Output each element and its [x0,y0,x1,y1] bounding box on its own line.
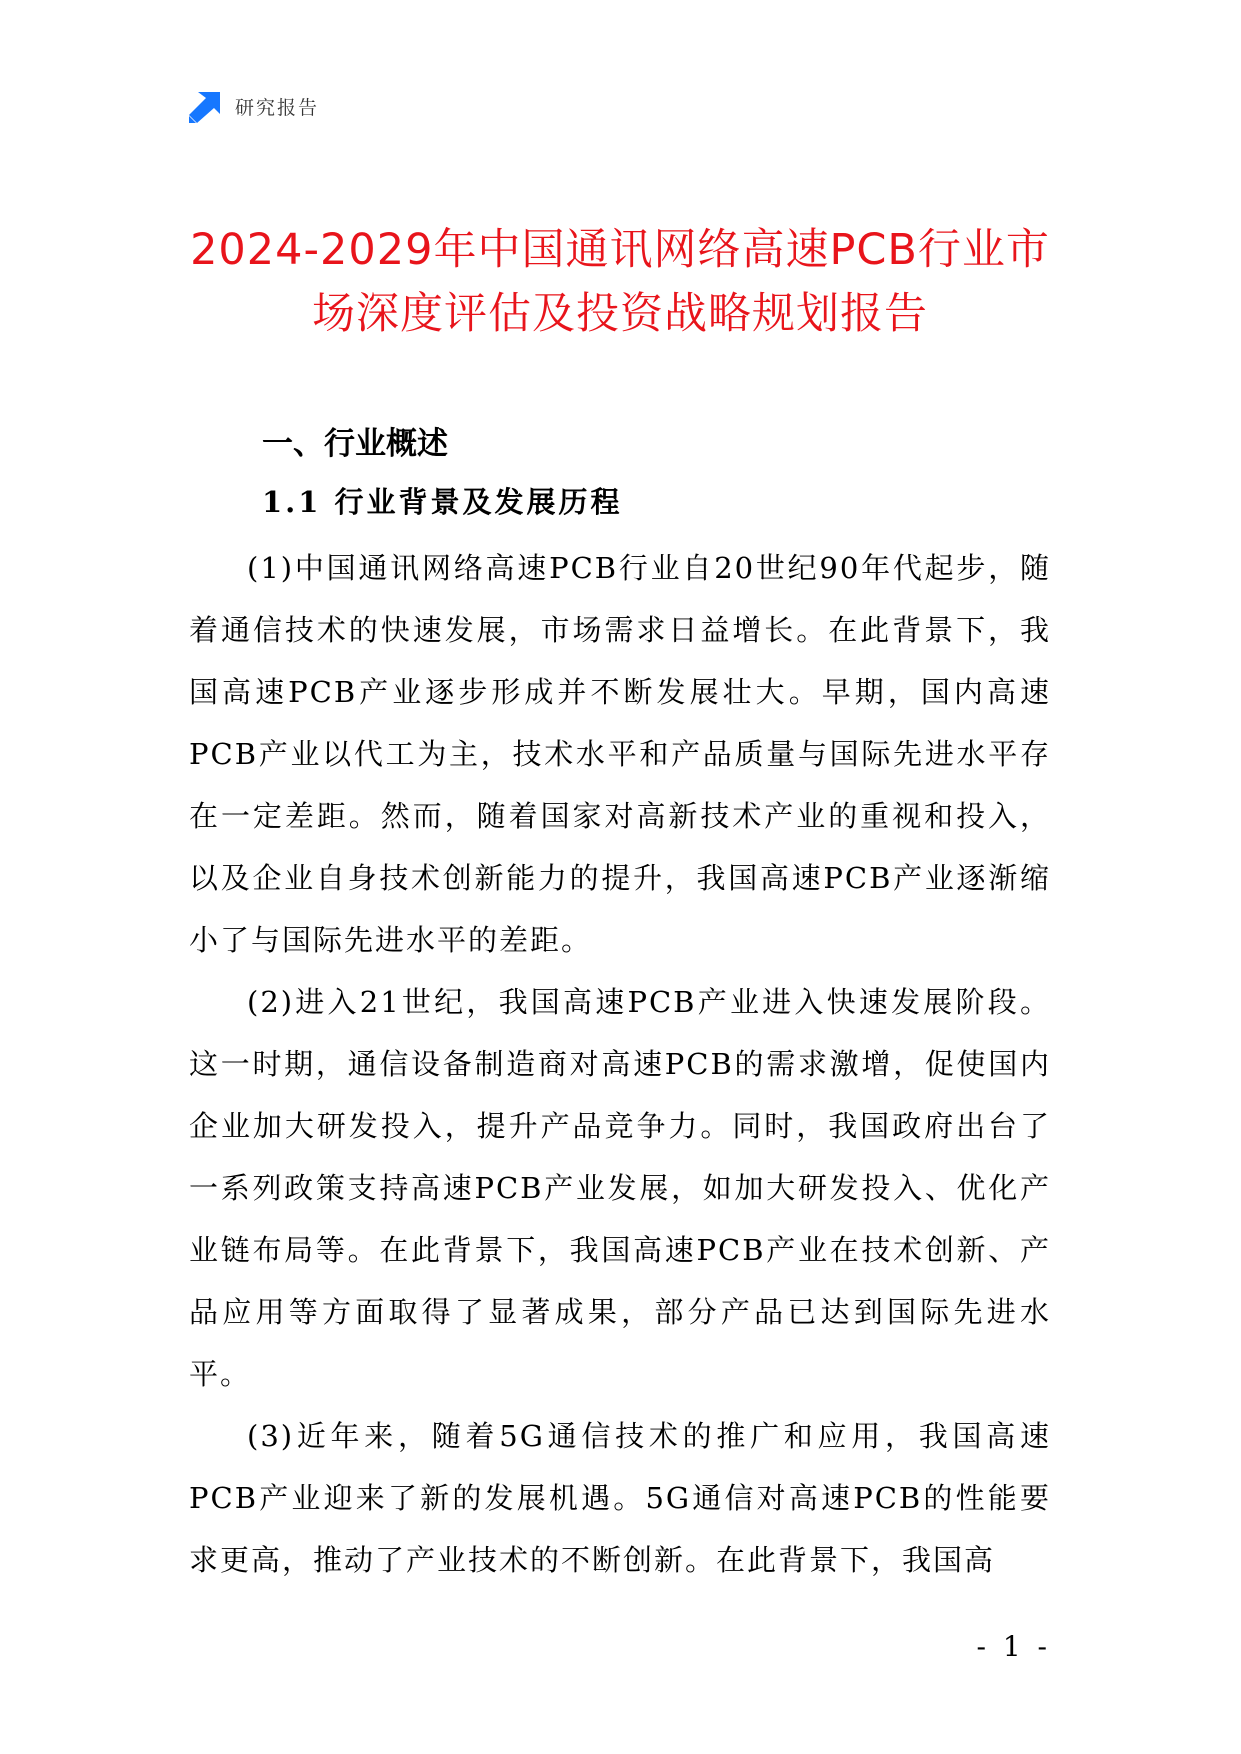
body-text [189,537,1051,1591]
page-number: - 1 - [976,1630,1051,1663]
paragraph-3: (3)近年来，随着5G通信技术的推广和应用，我国高速PCB产业迎来了新的发展机遇。5G通信对高速PCB的性能要求更高，推动了产业技术的不断创新。在此背景下，我国高 [189,1419,1051,1577]
section-heading: 一、行业概述 [262,426,448,462]
paragraph-2: (2)进入21世纪，我国高速PCB产业进入快速发展阶段。这一时期，通信设备制造商对高速PCB的需求激增，促使国内企业加大研发投入，提升产品竞争力。同时，我国政府出台了一系列政策支持高速PCB产业发展，如加大研发投入、优化产业链布局等。在此背景下，我国高速PCB产业在技术创新、产品应用等方面取得了显著成果，部分产品已达到国际先进水平。 [189,985,1051,1391]
title-line-2: 场深度评估及投资战略规划报告 [312,289,928,339]
report-header [189,88,319,124]
header-label: 研究报告 [235,96,320,119]
report-title [140,218,1100,346]
arrow-up-right-icon [189,89,223,123]
sub-heading: 1.1 行业背景及发展历程 [262,485,623,519]
title-line-1: 2024-2029年中国通讯网络高速PCB行业市 [190,225,1050,275]
paragraph-1: (1)中国通讯网络高速PCB行业自20世纪90年代起步，随着通信技术的快速发展，市场需求日益增长。在此背景下，我国高速PCB产业逐步形成并不断发展壮大。早期，国内高速PCB产业以代工为主，技术水平和产品质量与国际先进水平存在一定差距。然而，随着国家对高新技术产业的重视和投入，以及企业自身技术创新能力的提升，我国高速PCB产业逐渐缩小了与国际先进水平的差距。 [189,551,1051,957]
